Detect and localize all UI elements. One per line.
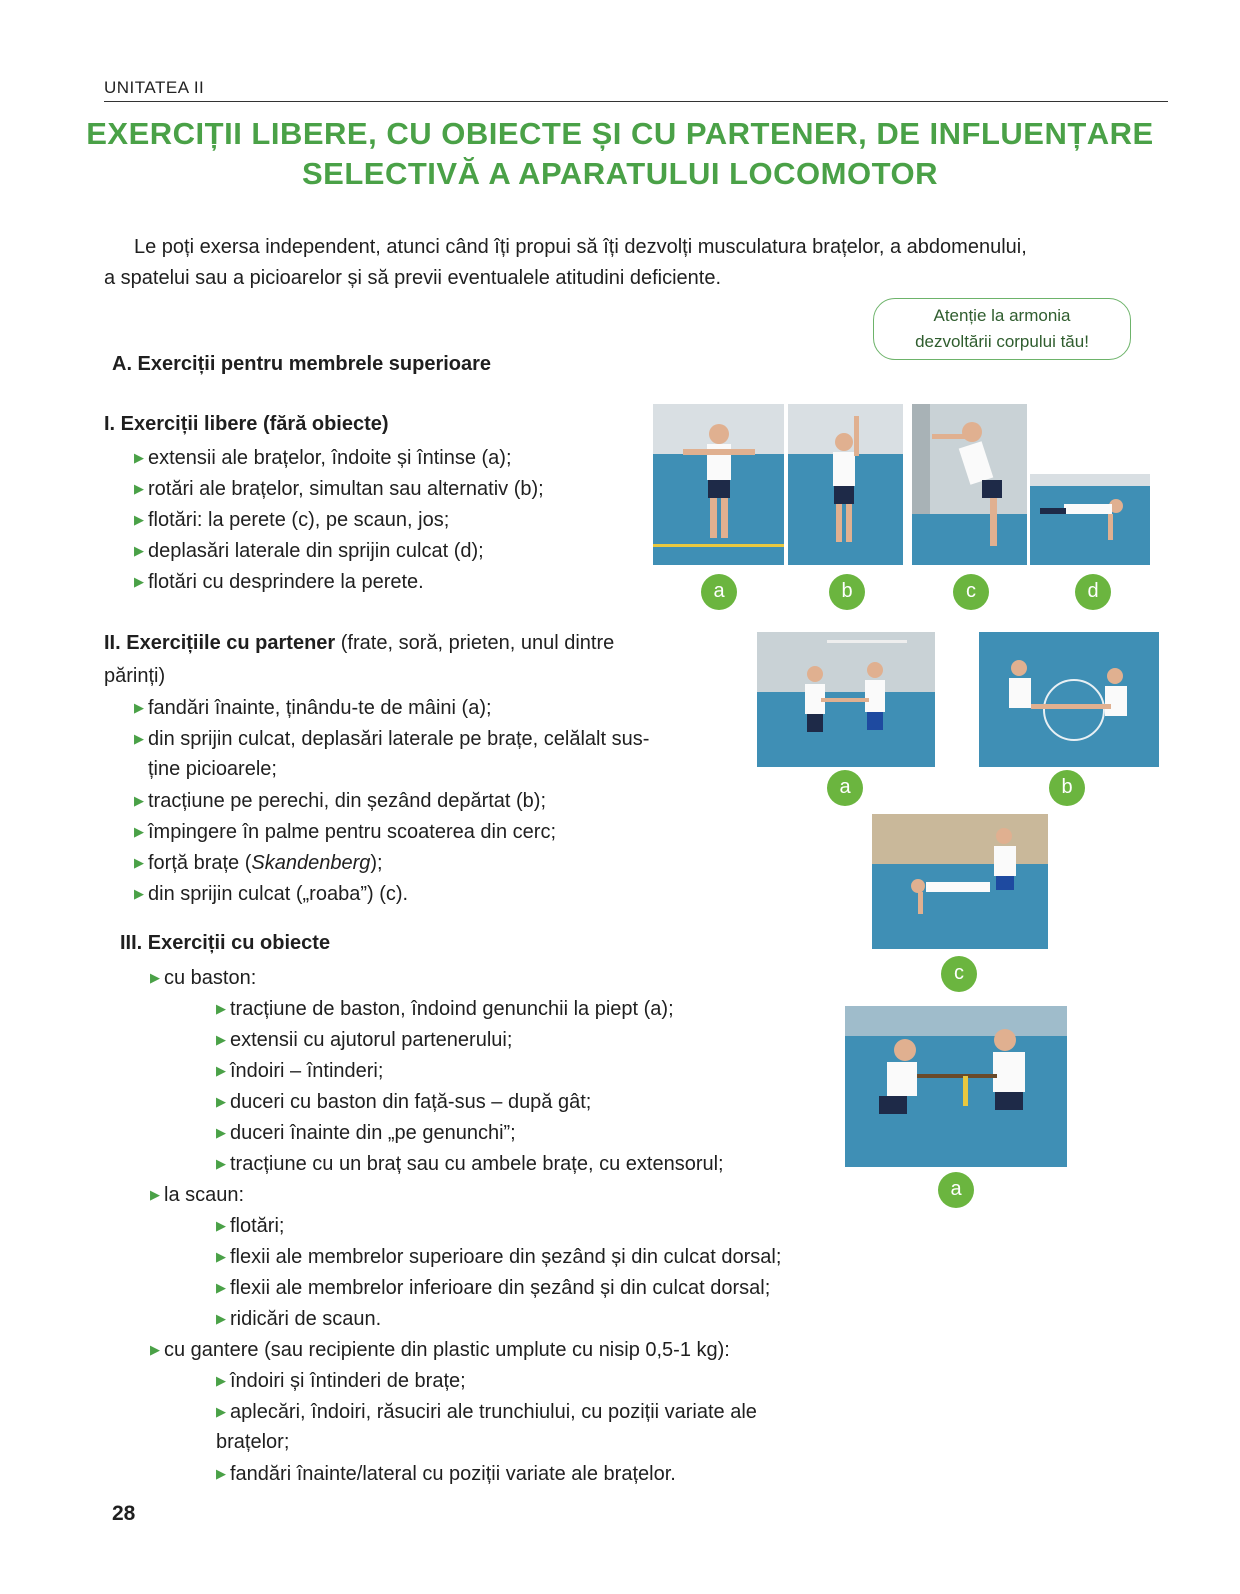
bullet-icon: ▶ [216, 1001, 226, 1016]
bullet-icon: ▶ [150, 1187, 160, 1202]
photo-label-badge: a [827, 770, 863, 806]
bullet-icon: ▶ [134, 824, 144, 839]
photo-arm-extensions [653, 404, 784, 565]
photo-partner-lunges [757, 632, 935, 767]
list-item: ▶ din sprijin culcat, deplasări laterale pe brațe, celălalt sus- [134, 723, 649, 755]
section-a-heading: A. Exerciții pentru membrele superioare [112, 353, 492, 375]
bullet-icon: ▶ [134, 855, 144, 870]
list-item: ▶ extensii ale brațelor, îndoite și întinse (a); [134, 442, 512, 474]
list-item: ▶ cu gantere (sau recipiente din plastic umplute cu nisip 0,5-1 kg): [150, 1334, 730, 1366]
bullet-icon: ▶ [216, 1404, 226, 1419]
intro-line1: Le poți exersa independent, atunci când îți propui să îți dezvolți musculatura brațelor, a abdomenului, [134, 236, 1027, 258]
bullet-icon: ▶ [134, 886, 144, 901]
bullet-icon: ▶ [216, 1311, 226, 1326]
list-item: ▶ forță brațe (Skandenberg); [134, 847, 383, 879]
sub-list-item: ▶ îndoiri și întinderi de brațe; [216, 1365, 466, 1397]
list-item: ▶ rotări ale brațelor, simultan sau alternativ (b); [134, 473, 544, 505]
section-3-heading: III. Exerciții cu obiecte [120, 932, 331, 954]
bullet-icon: ▶ [150, 1342, 160, 1357]
callout-line1: Atenție la armonia [933, 306, 1071, 325]
page-title-line1: EXERCIȚII LIBERE, CU OBIECTE ȘI CU PARTENER, DE INFLUENȚARE [86, 116, 1154, 151]
bullet-icon: ▶ [216, 1032, 226, 1047]
list-item: ▶ flotări cu desprindere la perete. [134, 566, 424, 598]
sub-list-item: ▶ extensii cu ajutorul partenerului; [216, 1024, 512, 1056]
bullet-icon: ▶ [216, 1280, 226, 1295]
list-item-cont: ține picioarele; [148, 758, 277, 780]
bullet-icon: ▶ [134, 512, 144, 527]
sub-list-item: ▶ îndoiri – întinderi; [216, 1055, 383, 1087]
bullet-icon: ▶ [134, 543, 144, 558]
unit-label: UNITATEA II [104, 78, 205, 97]
photo-label-badge: b [829, 574, 865, 610]
bullet-icon: ▶ [216, 1094, 226, 1109]
list-item: ▶ deplasări laterale din sprijin culcat (d); [134, 535, 484, 567]
page-title-line2: SELECTIVĂ A APARATULUI LOCOMOTOR [302, 156, 938, 191]
photo-label-badge: a [938, 1172, 974, 1208]
bullet-icon: ▶ [216, 1125, 226, 1140]
list-item: ▶ la scaun: [150, 1179, 244, 1211]
photo-partner-pull [979, 632, 1159, 767]
bullet-icon: ▶ [134, 574, 144, 589]
section-2-heading-cont: părinți) [104, 665, 166, 687]
photo-lateral-moves [1030, 474, 1150, 565]
list-item: ▶ tracțiune pe perechi, din șezând depărtat (b); [134, 785, 546, 817]
callout-box [873, 298, 1131, 360]
bullet-icon: ▶ [216, 1218, 226, 1233]
sub-list-item: ▶ flexii ale membrelor superioare din șezând și din culcat dorsal; [216, 1241, 781, 1273]
photo-arm-rotations [788, 404, 903, 565]
photo-wall-pushups [912, 404, 1027, 565]
sub-list-item: ▶ flexii ale membrelor inferioare din șezând și din culcat dorsal; [216, 1272, 770, 1304]
sub-list-item: ▶ aplecări, îndoiri, răsuciri ale trunchiului, cu poziții variate ale [216, 1396, 757, 1428]
intro-line2: a spatelui sau a picioarelor și să previi eventualele atitudini deficiente. [104, 267, 722, 289]
bullet-icon: ▶ [134, 481, 144, 496]
bullet-icon: ▶ [216, 1063, 226, 1078]
section-2-heading: II. Exercițiile cu partener (frate, soră, prieten, unul dintre [104, 632, 615, 654]
sub-list-item: ▶ tracțiune de baston, îndoind genunchii la piept (a); [216, 993, 674, 1025]
bullet-icon: ▶ [134, 700, 144, 715]
sub-list-item-cont: brațelor; [216, 1431, 290, 1453]
bullet-icon: ▶ [134, 731, 144, 746]
bullet-icon: ▶ [216, 1156, 226, 1171]
bullet-icon: ▶ [216, 1373, 226, 1388]
photo-label-badge: d [1075, 574, 1111, 610]
bullet-icon: ▶ [134, 793, 144, 808]
sub-list-item: ▶ duceri înainte din „pe genunchi”; [216, 1117, 516, 1149]
photo-label-badge: c [953, 574, 989, 610]
header-divider [104, 101, 1168, 102]
page-number: 28 [112, 1502, 136, 1525]
sub-list-item: ▶ ridicări de scaun. [216, 1303, 381, 1335]
list-item: ▶ flotări: la perete (c), pe scaun, jos; [134, 504, 449, 536]
sub-list-item: ▶ flotări; [216, 1210, 284, 1242]
photo-baston-pull [845, 1006, 1067, 1167]
section-1-heading: I. Exerciții libere (fără obiecte) [104, 413, 389, 435]
list-item: ▶ din sprijin culcat („roaba”) (c). [134, 878, 408, 910]
list-item: ▶ împingere în palme pentru scoaterea din cerc; [134, 816, 556, 848]
callout-line2: dezvoltării corpului tău! [915, 332, 1089, 351]
sub-list-item: ▶ fandări înainte/lateral cu poziții variate ale brațelor. [216, 1458, 676, 1490]
photo-label-badge: b [1049, 770, 1085, 806]
sub-list-item: ▶ tracțiune cu un braț sau cu ambele brațe, cu extensorul; [216, 1148, 724, 1180]
photo-label-badge: c [941, 956, 977, 992]
bullet-icon: ▶ [134, 450, 144, 465]
list-item: ▶ cu baston: [150, 962, 256, 994]
bullet-icon: ▶ [216, 1249, 226, 1264]
bullet-icon: ▶ [216, 1466, 226, 1481]
photo-wheelbarrow [872, 814, 1048, 949]
photo-label-badge: a [701, 574, 737, 610]
list-item: ▶ fandări înainte, ținându-te de mâini (a); [134, 692, 492, 724]
sub-list-item: ▶ duceri cu baston din față-sus – după gât; [216, 1086, 591, 1118]
bullet-icon: ▶ [150, 970, 160, 985]
